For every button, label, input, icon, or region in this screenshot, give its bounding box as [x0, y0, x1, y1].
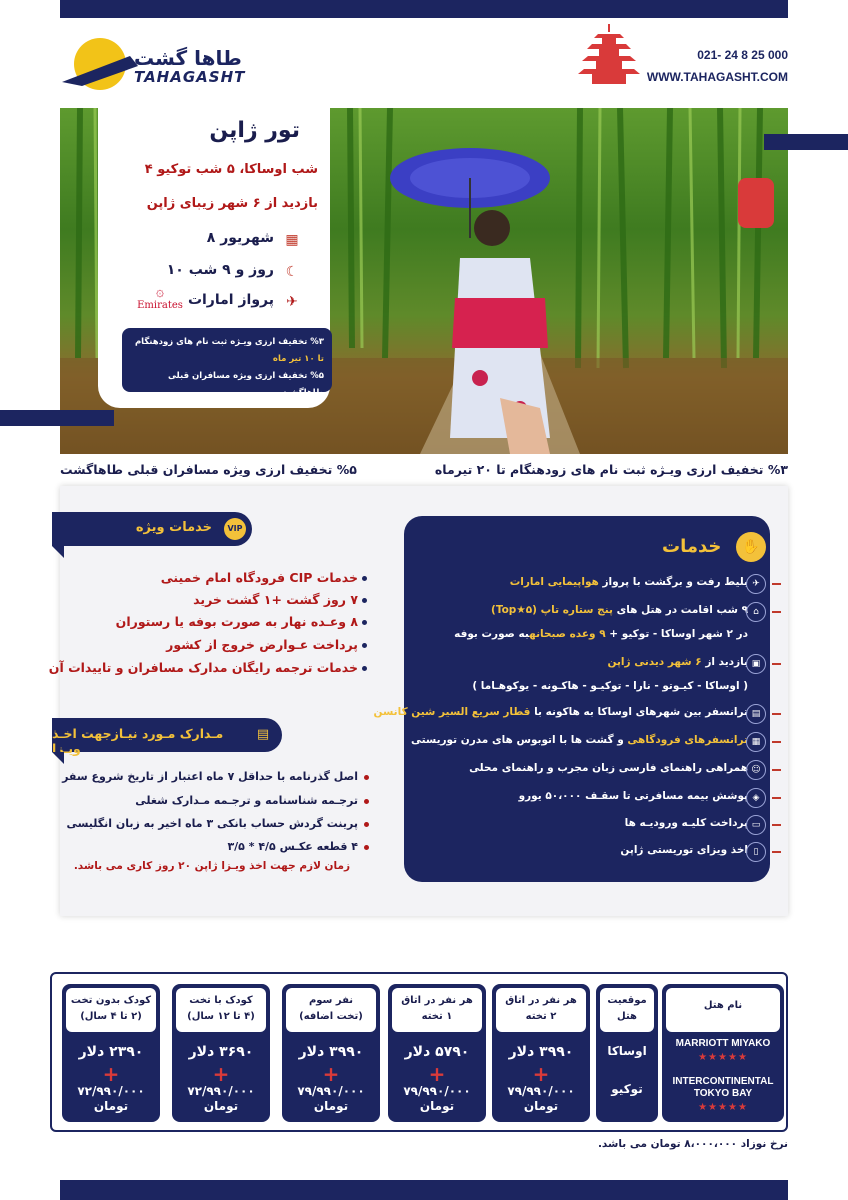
- service-item-4: ترانسفر بین شهرهای اوساکا به هاکونه با قطار سریع السیر شین کانسن: [373, 706, 748, 718]
- location-column: [596, 984, 658, 1122]
- price-usd: ۳۹۹۰ دلار: [508, 1044, 574, 1060]
- contact-info: [647, 44, 788, 88]
- hotel-column-header: نام هتل: [666, 988, 780, 1032]
- price-header: نفر سوم (تخت اضافه): [286, 988, 376, 1032]
- hotel-stars-tokyo: ★★★★★: [698, 1102, 748, 1113]
- price-irr: ۷۹/۹۹۰/۰۰۰ تومان: [297, 1084, 365, 1113]
- bullet: [362, 666, 367, 671]
- tour-duration: ۱۰ روز و ۹ شب: [166, 262, 274, 278]
- visa-docs-tab: [52, 718, 282, 756]
- price-column-child-no-bed: [62, 984, 160, 1122]
- bullet: [362, 643, 367, 648]
- guide-icon: ☺: [746, 760, 766, 780]
- service-item-5: ترانسفرهای فرودگاهی و گشت ها با اتوبوس های مدرن توریستی: [410, 734, 748, 746]
- price-irr: ۷۲/۹۹۰/۰۰۰ تومان: [77, 1084, 145, 1113]
- plus-icon: +: [322, 1062, 340, 1086]
- hotel-column: [662, 984, 784, 1122]
- promo-early-booking: %۳ تخفیف ارزی ویـژه ثبت نام های زودهنگام تا ۲۰ تیرماه: [434, 462, 788, 477]
- special-services-tab: [52, 512, 252, 546]
- bottom-bar: [60, 1180, 788, 1200]
- visa-item-3: پرینت گردش حساب بانکی ۳ ماه اخیر به زبان انگلیسی: [66, 817, 358, 830]
- bullet: [362, 620, 367, 625]
- visa-docs-title: مـدارک مـورد نیـازجهت اخـذ ویـزا: [52, 726, 224, 756]
- service-item-6: همراهی راهنمای فارسی زبان مجرب و راهنمای محلی: [469, 762, 748, 774]
- visa-item-4: ۴ قطعه عکـس ۴/۵ * ۳/۵: [227, 840, 358, 853]
- bullet: [364, 845, 369, 850]
- ticket-icon: ▭: [746, 815, 766, 835]
- calendar-icon: ▦: [285, 232, 299, 248]
- discount-line-2: تا ۱۰ تیر ماه: [272, 354, 324, 364]
- top-bar: [60, 0, 788, 18]
- price-usd: ۲۳۹۰ دلار: [78, 1044, 144, 1060]
- train-icon: ▤: [746, 704, 766, 724]
- price-column-third-person: [282, 984, 380, 1122]
- visa-item-2: ترجـمه شناسنامه و ترجـمه مـدارک شغلی: [135, 794, 358, 807]
- airplane-icon: ✈: [286, 294, 298, 310]
- tab-notch: [52, 752, 64, 764]
- price-header: هر نفر در اتاق ۱ تخته: [392, 988, 482, 1032]
- hotel-name-tokyo: INTERCONTINENTAL TOKYO BAY: [672, 1076, 774, 1099]
- bullet: [362, 576, 367, 581]
- vip-badge-icon: VIP: [224, 518, 246, 540]
- list-marker: [772, 663, 781, 665]
- tour-airline: پرواز امارات: [187, 292, 274, 308]
- service-item-9: اخذ ویزای توریستی ژاپن: [620, 844, 748, 856]
- discount-box: [122, 328, 332, 398]
- list-marker: [772, 769, 781, 771]
- red-lantern-icon: [738, 178, 774, 228]
- moon-sun-icon: ☾: [285, 264, 299, 280]
- emirates-logo: [134, 284, 186, 312]
- discount-line-3: %۵ تخفیف ارزی ویژه مسافران قبلی طاهاگشت: [167, 371, 324, 398]
- price-header: کودک بدون تخت (۲ تا ۴ سال): [66, 988, 156, 1032]
- promo-returning-customers: %۵ تخفیف ارزی ویژه مسافران قبلی طاهاگشت: [60, 462, 357, 477]
- plus-icon: +: [212, 1062, 230, 1086]
- special-item-1: خدمات CIP فرودگاه امام خمینی: [160, 570, 358, 585]
- website-link[interactable]: WWW.TAHAGASHT.COM: [646, 70, 788, 84]
- price-irr: ۷۹/۹۹۰/۰۰۰ تومان: [403, 1084, 471, 1113]
- price-column-child-bed: [172, 984, 270, 1122]
- location-osaka: اوساکا: [607, 1044, 647, 1058]
- service-item-3b: ( اوساکا - کیـوتو - نارا - توکیـو - هاکـونه - یوکوهـاما ): [472, 680, 748, 692]
- infant-price-note: نرخ نوزاد ۸،۰۰۰،۰۰۰ تومان می باشد.: [597, 1138, 788, 1150]
- emirates-logo-text: Emirates: [137, 300, 183, 311]
- special-item-3: ۸ وعـده نهار به صورت بوفه یا رستوران: [115, 614, 358, 629]
- list-marker: [772, 713, 781, 715]
- tour-cities: ۴ شب اوساکا، ۵ شب توکیو: [144, 162, 318, 177]
- phone-number[interactable]: 021- 24 8 25 000: [697, 48, 788, 62]
- airplane-icon: ✈: [746, 574, 766, 594]
- price-usd: ۳۶۹۰ دلار: [188, 1044, 254, 1060]
- service-item-8: پرداخت کلیـه ورودیـه ها: [624, 817, 748, 829]
- special-item-4: پرداخت عـوارض خروج از کشور: [166, 637, 358, 652]
- hotel-stars-osaka: ★★★★★: [698, 1052, 748, 1063]
- list-marker: [772, 611, 781, 613]
- hand-service-icon: ✋: [736, 532, 766, 562]
- hotel-name-osaka: MARRIOTT MIYAKO: [675, 1038, 771, 1049]
- service-item-1: بلیط رفت و برگشت با پرواز هواپیمایی امارات: [509, 576, 748, 588]
- brand-name-fa: طاها گشت: [134, 46, 242, 70]
- location-tokyo: توکیو: [611, 1082, 643, 1096]
- hero-left-accent-bar: [0, 410, 114, 426]
- pagoda-icon: [578, 24, 640, 84]
- hero-right-accent-bar: [764, 134, 848, 150]
- plus-icon: +: [428, 1062, 446, 1086]
- service-item-2b: در ۲ شهر اوساکا - توکیو + ۹ وعده صبحانهبه صورت بوفه: [454, 628, 748, 640]
- location-column-header: موقعیت هتل: [600, 988, 654, 1032]
- special-services-title: خدمات ویژه: [135, 520, 212, 535]
- plus-icon: +: [532, 1062, 550, 1086]
- discount-line-1: %۳ تخفیف ارزی ویـژه ثبت نام های زودهنگام: [134, 337, 324, 347]
- price-usd: ۵۷۹۰ دلار: [404, 1044, 470, 1060]
- special-item-5: خدمات ترجمه رایگان مدارک مسافران و تاییدات آن: [48, 660, 358, 675]
- bus-icon: ▦: [746, 732, 766, 752]
- price-irr: ۷۲/۹۹۰/۰۰۰ تومان: [187, 1084, 255, 1113]
- emirates-seal-icon: ۞: [155, 284, 165, 300]
- bullet: [364, 775, 369, 780]
- price-header: هر نفر در اتاق ۲ تخته: [496, 988, 586, 1032]
- price-irr: ۷۹/۹۹۰/۰۰۰ تومان: [507, 1084, 575, 1113]
- tour-visit-count: بازدید از ۶ شهر زیبای ژاپن: [146, 196, 318, 211]
- services-title: خدمات: [662, 536, 722, 557]
- passport-icon: ▯: [746, 842, 766, 862]
- price-usd: ۳۹۹۰ دلار: [298, 1044, 364, 1060]
- price-header: کودک با تخت (۴ تا ۱۲ سال): [176, 988, 266, 1032]
- shield-icon: ◈: [746, 788, 766, 808]
- list-marker: [772, 851, 781, 853]
- list-marker: [772, 741, 781, 743]
- tab-notch: [52, 546, 64, 558]
- photo-icon: ▣: [746, 654, 766, 674]
- price-column-single: [388, 984, 486, 1122]
- brand-name-en: TAHAGASHT: [134, 68, 246, 86]
- special-item-2: ۷ روز گشت +۱ گشت خرید: [193, 592, 358, 607]
- plus-icon: +: [102, 1062, 120, 1086]
- visa-item-1: اصل گذرنامه با حداقل ۷ ماه اعتبار از تاریخ شروع سفر: [62, 770, 358, 783]
- bullet: [364, 822, 369, 827]
- list-marker: [772, 797, 781, 799]
- hotel-icon: ⌂: [746, 602, 766, 622]
- tour-title: تور ژاپن: [209, 118, 300, 143]
- list-marker: [772, 824, 781, 826]
- price-column-double: [492, 984, 590, 1122]
- bullet: [364, 799, 369, 804]
- bullet: [362, 598, 367, 603]
- service-item-3: بازدید از ۶ شهر دیدنی ژاپن: [607, 656, 748, 668]
- tour-date: ۸ شهریور: [206, 230, 274, 246]
- service-item-2: ۹ شب اقامت در هتل های پنج ستاره تاپ (Top★۵): [491, 604, 748, 616]
- visa-processing-note: زمان لازم جهت اخذ ویـزا ژاپن ۲۰ روز کاری می باشد.: [73, 860, 350, 872]
- list-marker: [772, 583, 781, 585]
- service-item-7: پوشش بیمه مسافرتی تا سقـف ۵۰،۰۰۰ یورو: [518, 790, 748, 802]
- document-icon: ▤: [256, 727, 270, 742]
